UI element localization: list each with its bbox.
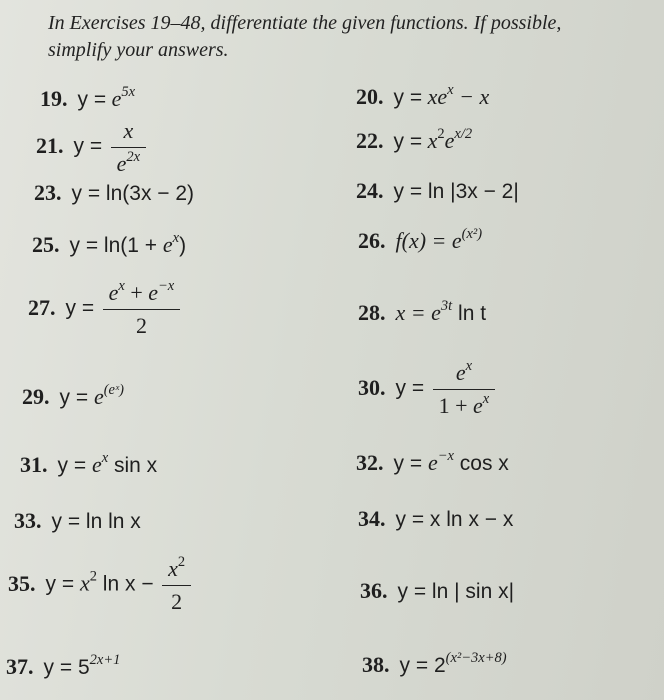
exercise-33: 33. y = ln ln x	[14, 508, 141, 533]
exercise-26: 26. $f(x) = e^{(x^2)}$	[358, 226, 483, 253]
instructions-line-2: simplify your answers.	[48, 39, 229, 61]
exercise-20: 20. $y = xe^x - x$	[356, 82, 490, 109]
exercise-35: 35. $y = x^2$ ln x − $\frac{x^2}{2}$	[8, 556, 194, 615]
fraction: $\frac{x^2}{2}$	[162, 556, 191, 615]
exercise-29: 29. $y = e^{(eˣ)}$	[22, 382, 124, 409]
exercise-36: 36. y = ln | sin x|	[360, 578, 515, 603]
exercise-24: 24. y = ln |3x − 2|	[356, 178, 519, 203]
exercise-37: 37. $y = 5^{2x+1}$	[6, 652, 121, 679]
fraction: $\frac{e^x + e^{-x}}{2}$	[103, 280, 181, 339]
exercise-19: 19. $y = e^{5x}$	[40, 84, 136, 111]
exercise-27: 27. y = $\frac{e^x + e^{-x}}{2}$	[28, 280, 183, 339]
exercise-25: 25. $y = \ln(1 + e^x)$	[32, 230, 187, 257]
exercise-instructions	[48, 10, 648, 64]
exercise-23: 23. y = ln(3x − 2)	[34, 180, 195, 205]
exercise-28: 28. $x = e^{3t}$ ln t	[358, 298, 487, 325]
exercise-21: 21. y = $\frac{x}{e^{2x}}$	[36, 118, 149, 177]
exercise-30: 30. y = $\frac{e^x}{1 + e^x}$	[358, 360, 498, 419]
exercise-31: 31. $y = e^x$ sin x	[20, 450, 158, 477]
instructions-line-1: In Exercises 19–48, differentiate the given functions. If possible,	[48, 12, 562, 34]
exercise-22: 22. $y = x^2e^{x/2}$	[356, 126, 473, 153]
fraction: $\frac{e^x}{1 + e^x}$	[433, 360, 496, 419]
exercise-32: 32. $y = e^{-x}$ cos x	[356, 448, 509, 475]
fraction: $\frac{x}{e^{2x}}$	[111, 118, 146, 177]
exercise-34: 34. y = x ln x − x	[358, 506, 514, 531]
exercise-38: 38. $y = 2^{(x^2-3x+8)}$	[362, 650, 507, 677]
